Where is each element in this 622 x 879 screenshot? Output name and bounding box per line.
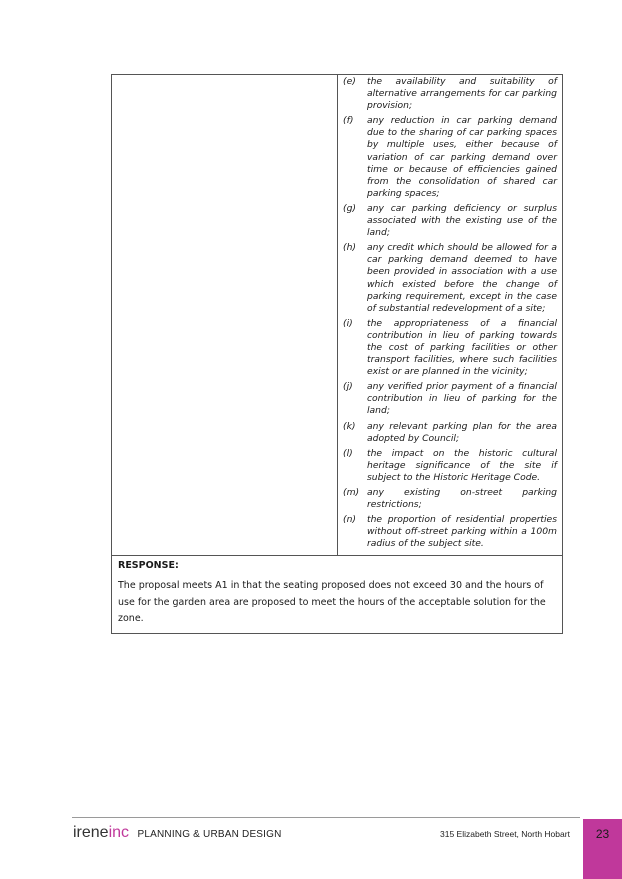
criteria-item-l [343, 448, 557, 484]
criteria-label: (e) [343, 76, 356, 87]
criteria-label: (m) [343, 487, 360, 498]
criteria-item-k [343, 421, 557, 445]
criteria-text: any reduction in car parking demand due to the sharing of car parking spaces by multiple uses, either because of variation of car parking demand over time or because of efficiencies gained from the consolidation of shared car parking spaces; [367, 115, 557, 199]
criteria-label: (l) [343, 447, 353, 459]
response-text: The proposal meets A1 in that the seating proposed does not exceed 30 and the hours of use for the garden area are proposed to meet the hours of the acceptable solution for the zone. [118, 580, 546, 625]
criteria-text: the appropriateness of a financial contribution in lieu of parking towards the cost of parking facilities or other transport facilities, where such facilities exist or are planned in the vicinity; [367, 317, 557, 378]
assessment-table [111, 74, 563, 634]
criteria-item-j [343, 381, 557, 417]
criteria-item-g [343, 203, 557, 239]
criteria-text: any car parking deficiency or surplus associated with the existing use of the land; [367, 202, 557, 239]
footer-divider [72, 817, 580, 818]
brand-logo-irene: irene [73, 824, 109, 841]
criteria-list [338, 75, 562, 555]
footer-address: 315 Elizabeth Street, North Hobart [440, 829, 570, 839]
criteria-label: (n) [343, 514, 356, 526]
criteria-item-m [343, 487, 557, 511]
criteria-label: (f) [343, 115, 354, 127]
criteria-text: any credit which should be allowed for a car parking demand deemed to have been provided in association with a use which existed before the change of parking requirement, except in the case of substantial redevelopment of a site; [367, 242, 557, 314]
criteria-text: the proportion of residential properties without off-street parking within a 100m radius of the subject site. [367, 514, 557, 550]
response-heading: RESPONSE: [118, 560, 179, 572]
criteria-label: (g) [343, 202, 357, 214]
criteria-text: the availability and suitability of alternative arrangements for car parking provision; [367, 76, 557, 112]
response-row [112, 556, 562, 633]
criteria-row [112, 75, 562, 556]
criteria-item-n [343, 514, 557, 550]
page-number-tab [583, 819, 622, 879]
criteria-text: any existing on-street parking restrictions; [367, 487, 557, 511]
criteria-text: any verified prior payment of a financial contribution in lieu of parking for the land; [367, 381, 557, 417]
brand-logo-inc: inc [108, 824, 130, 841]
criteria-label: (i) [343, 317, 353, 329]
page-number: 23 [595, 827, 610, 841]
criteria-label: (j) [343, 381, 353, 393]
criteria-text: the impact on the historic cultural heritage significance of the site if subject to the Historic Heritage Code. [367, 447, 557, 483]
criteria-text: any relevant parking plan for the area adopted by Council; [367, 420, 557, 444]
brand-tagline: PLANNING & URBAN DESIGN [137, 829, 282, 840]
criteria-label: (h) [343, 242, 356, 254]
criteria-label: (k) [343, 420, 356, 432]
criteria-item-h [343, 242, 557, 315]
criteria-item-f [343, 115, 557, 200]
footer-brand [73, 824, 282, 842]
criteria-item-i [343, 318, 557, 378]
empty-left-cell [112, 75, 338, 555]
criteria-item-e [343, 76, 557, 112]
